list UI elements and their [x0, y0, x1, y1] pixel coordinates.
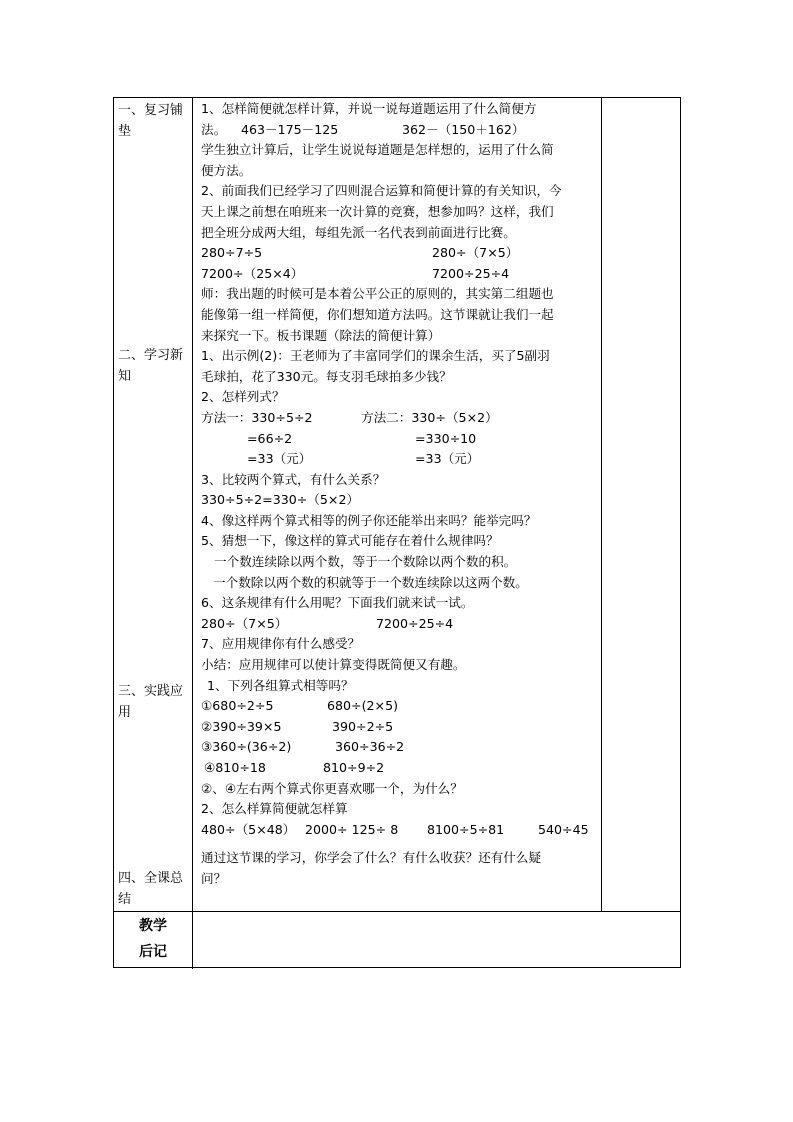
section-label-summary: 四、全课总结: [118, 871, 184, 907]
column-divider-right: [601, 98, 602, 912]
section-label-review: 一、复习铺垫: [118, 103, 184, 139]
text-line: 3、比较两个算式，有什么关系？: [201, 471, 386, 487]
section-label-practice: 三、实践应用: [118, 684, 184, 720]
text-line: 7、应用规律你有什么感受？: [201, 636, 361, 652]
expression: ④810÷18: [204, 760, 266, 775]
column-divider-left: [192, 98, 193, 969]
text-line: 2、前面我们已经学习了四则混合运算和简便计算的有关知识，今: [201, 183, 562, 199]
expression: 方法一：330÷5÷2: [201, 409, 313, 425]
expression: ③360÷(36÷2): [201, 739, 292, 755]
expression: 280÷（7×5）: [432, 245, 519, 261]
text-line: 师：我出题的时候可是本着公平公正的原则的，其实第二组题也: [201, 286, 554, 302]
expression: 方法二：330÷（5×2）: [361, 409, 498, 425]
text-line: 能像第一组一样简便，你们想知道方法吗。这节课就让我们一起: [201, 306, 554, 322]
text-line: 1、出示例(2)：王老师为了丰富同学们的课余生活，买了5副羽: [201, 348, 550, 364]
text-line: 法。: [201, 121, 227, 137]
text-line: 小结：应用规律可以使计算变得既简便又有趣。: [201, 657, 466, 673]
expression: 8100÷5÷81: [427, 821, 505, 837]
text-line: 便方法。: [201, 162, 252, 178]
text-line: 1、怎样简便就怎样计算，并说一说每道题运用了什么简便方: [201, 101, 537, 116]
afterword-label-line1: 教学: [139, 918, 167, 934]
section-label-learn: 二、学习新知: [118, 348, 184, 384]
text-line: 通过这节课的学习，你学会了什么？有什么收获？还有什么疑: [201, 850, 542, 866]
text-line: ②、④左右两个算式你更喜欢哪一个，为什么？: [201, 780, 463, 796]
text-line: 5、猜想一下，像这样的算式可能存在着什么规律吗？: [201, 533, 499, 549]
text-line: 6、这条规律有什么用呢？下面我们就来试一试。: [201, 595, 474, 611]
expression: =66÷2: [247, 430, 293, 446]
text-line: 4、像这样两个算式相等的例子你还能举出来吗？能举完吗？: [201, 512, 537, 528]
expression: 540÷45: [538, 821, 589, 837]
expression: 7200÷25÷4: [432, 265, 510, 281]
text-line: 学生独立计算后，让学生说说每道题是怎样想的，运用了什么简: [201, 142, 554, 158]
afterword-label: [114, 913, 192, 965]
expression: 2000÷ 125÷ 8: [305, 821, 399, 837]
expression: 362－（150＋162）: [402, 121, 525, 137]
expression: 680÷(2×5): [327, 698, 398, 714]
expression: ②390÷39×5: [201, 718, 282, 734]
expression: 360÷36÷2: [335, 739, 405, 755]
afterword-label-line2: 后记: [139, 944, 167, 960]
rule-line: 一个数除以两个数的积就等于一个数连续除以这两个数。: [213, 574, 528, 590]
text-line: 把全班分成两大组，每组先派一名代表到前面进行比赛。: [201, 224, 516, 240]
expression: =33（元）: [247, 451, 312, 467]
expression: =33（元）: [415, 451, 480, 467]
text-line: 2、怎么样算简便就怎样算: [201, 801, 348, 817]
text-line: 2、怎样列式？: [201, 389, 285, 405]
expression: =330÷10: [415, 430, 477, 446]
text-line: 毛球拍，花了330元。每支羽毛球拍多少钱？: [201, 368, 452, 384]
rule-line: 一个数连续除以两个数，等于一个数除以两个数的积。: [214, 554, 517, 570]
lesson-content: [201, 98, 601, 890]
text-line: 问？: [201, 870, 227, 886]
expression: 280÷7÷5: [201, 245, 263, 261]
text-line: 来探究一下。板书课题（除法的简便计算）: [201, 327, 441, 343]
lesson-table: [113, 97, 681, 968]
expression: 280÷（7×5）: [201, 615, 288, 631]
expression: 463－175－125: [241, 121, 339, 137]
expression: 810÷9÷2: [323, 760, 385, 775]
expression: 330÷5÷2=330÷（5×2）: [201, 492, 360, 508]
text-line: 天上课之前想在咱班来一次计算的竞赛，想参加吗？这样，我们: [201, 203, 554, 219]
expression: 390÷2÷5: [332, 718, 394, 734]
row-divider-afterword: [114, 911, 680, 912]
text-line: 1、下列各组算式相等吗？: [207, 677, 354, 693]
expression: 480÷（5×48）: [201, 821, 296, 837]
expression: 7200÷（25×4）: [201, 265, 304, 281]
expression: ①680÷2÷5: [201, 698, 274, 714]
expression: 7200÷25÷4: [376, 615, 454, 631]
